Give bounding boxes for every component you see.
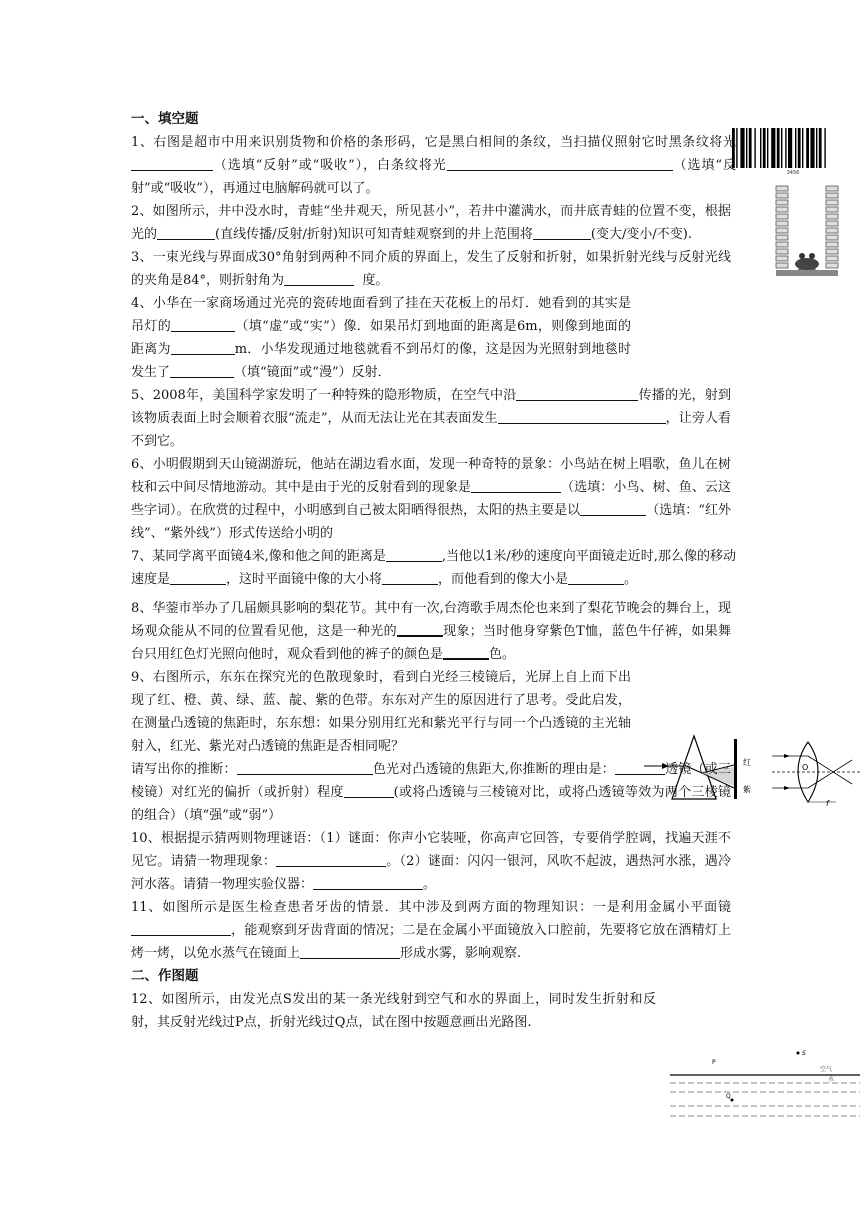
q11-blank-2[interactable]	[300, 944, 400, 959]
q4-blank-1[interactable]	[171, 317, 235, 332]
q6-blank-2[interactable]	[580, 501, 646, 516]
barcode-bar	[802, 128, 803, 168]
question-3	[131, 246, 731, 292]
diagram-water-label: 水	[828, 1076, 835, 1083]
q2-text-b: (直线传播/反射/折射)知识可知青蛙观察到的井上范围将	[215, 227, 533, 242]
q8-text-a: 8、华蓥市举办了几届颇具影响的梨花节。其中有一次,台湾歌手周杰伦也来到了梨花节晚会的舞台上，现场观众能从不同的位置看见他，这是一种光的	[131, 601, 731, 639]
q7-text-a: 7、某同学离平面镜4米,像和他之间的距离是	[131, 549, 386, 564]
q9-text-b: 请写出你的推断：	[131, 762, 237, 777]
lens-figure	[772, 740, 860, 808]
well-frog-figure	[774, 182, 840, 278]
q7-blank-3[interactable]	[382, 570, 438, 585]
question-9	[131, 666, 631, 758]
barcode-bar	[810, 128, 814, 168]
question-7	[131, 545, 736, 591]
question-8	[131, 597, 731, 666]
barcode-bar	[754, 128, 755, 168]
q4-blank-3[interactable]	[170, 363, 234, 378]
q4-text-a: 4、小华在一家商场通过光亮的瓷砖地面看到了挂在天花板上的吊灯．她看到的其实是吊灯的	[131, 296, 631, 334]
q10-text-b: 。（2）谜面：闪闪一银河，风吹不起波，遇热河水涨，遇冷河水落。请猜一物理实验仪器：	[131, 854, 731, 892]
q7-text-d: ，而他看到的像大小是	[438, 572, 569, 587]
prism-red-label: 红	[743, 758, 751, 767]
q7-blank-2[interactable]	[170, 570, 226, 585]
q1-text-a: 1、右图是超市中用来识别货物和价格的条形码，它是黑白相间的条纹，当扫描仪照射它时黑条纹将光	[131, 135, 736, 150]
barcode-figure	[730, 126, 856, 176]
q11-text-b: ，能观察到牙齿背面的情况；二是在金属小平面镜放入口腔前，先要将它放在酒精灯上烤一烤，以免水蒸气在镜面上	[131, 923, 731, 961]
barcode-bar	[746, 128, 747, 168]
question-9-answer	[131, 758, 731, 827]
section-fill-heading: 一、填空题	[131, 111, 199, 127]
q2-text-c: (变大/变小/不变).	[590, 227, 692, 242]
barcode-bar	[767, 128, 768, 168]
q11-blank-1[interactable]	[131, 921, 231, 936]
barcode-bar	[819, 128, 822, 168]
question-2	[131, 200, 731, 246]
q9-blank-3[interactable]	[344, 783, 394, 798]
prism-violet-label: 紫	[743, 785, 751, 794]
barcode-bar	[788, 128, 792, 168]
q3-blank-1[interactable]	[284, 271, 354, 286]
q1-blank-1[interactable]	[131, 156, 213, 171]
q10-text-a: 10、根据提示猜两则物理谜语：（1）谜面：你声小它装哑，你高声它回答，专要俏学腔调，找遍天涯不见它。请猜一物理现象：	[131, 831, 731, 869]
lens-o-label: O	[802, 763, 809, 772]
q8-blank-1[interactable]	[397, 621, 443, 637]
barcode-bar	[740, 128, 744, 168]
barcode-bar	[785, 128, 786, 168]
barcode-digits: 3456	[786, 170, 800, 176]
q10-blank-2[interactable]	[313, 875, 423, 890]
barcode-bar	[777, 128, 780, 168]
barcode-bar	[736, 128, 737, 168]
q5-text-c: ，让旁人看不到它。	[131, 411, 731, 449]
diagram-air-label: 空气	[820, 1066, 833, 1073]
reflection-refraction-figure	[670, 1050, 860, 1120]
barcode-bar	[781, 128, 782, 168]
question-4	[131, 292, 631, 384]
q3-text-b: 度。	[362, 273, 389, 288]
question-6	[131, 453, 731, 545]
barcode-bar	[806, 128, 809, 168]
barcode-bar	[763, 128, 766, 168]
q1-text-c: （选填“反射”或“吸收”），再通过电脑解码就可以了。	[131, 158, 736, 196]
question-5	[131, 384, 731, 453]
q8-text-c: 色。	[489, 647, 516, 662]
barcode-bar	[795, 128, 796, 168]
diagram-p-label: P	[712, 1059, 716, 1066]
well-frog-image	[774, 182, 840, 278]
question-1	[131, 131, 736, 200]
barcode-bar	[816, 128, 817, 168]
barcode-image	[730, 126, 856, 176]
q6-text-b: （选填：小鸟、树、鱼、云这些字词）。在欣赏的过程中，小明感到自己被太阳晒得很热，太阳的热主要是以	[131, 480, 731, 518]
q5-text-b: 传播的光，射到该物质表面上时会顺着衣服“流走”，从而无法让光在其表面发生	[131, 388, 731, 426]
barcode-bar	[749, 128, 752, 168]
lens-f-label: f	[826, 799, 829, 808]
q5-blank-1[interactable]	[516, 386, 638, 401]
q1-text-b: （选填“反射”或“吸收”），白条纹将光	[213, 158, 447, 173]
q8-blank-2[interactable]	[443, 644, 489, 660]
q7-blank-4[interactable]	[568, 570, 624, 585]
q8-text-b: 现象；当时他身穿紫色T恤，蓝色牛仔裤，如果舞台只用红色灯光照向他时，观众看到他的裤子的颜色是	[131, 624, 731, 662]
barcode-bar	[824, 128, 825, 168]
diagram-s-label: S	[802, 1050, 806, 1057]
q9-blank-2[interactable]	[615, 760, 665, 775]
q1-blank-2[interactable]	[447, 156, 673, 171]
q9-text-c: 色光对凸透镜的焦距大,你推断的理由是：	[372, 762, 615, 777]
question-11	[131, 896, 731, 965]
q6-text-c: （选填：“红外线”、“紫外线”）形式传送给小明的	[131, 503, 731, 541]
question-12	[131, 988, 656, 1034]
q2-blank-1[interactable]	[157, 225, 215, 240]
q2-text-a: 2、如图所示，井中没水时，青蛙“坐井观天，所见甚小”，若井中灌满水，而井底青蛙的位置不变，根据光的	[131, 204, 731, 242]
q2-blank-2[interactable]	[533, 225, 591, 240]
question-list	[131, 108, 736, 1034]
barcode-bar	[798, 128, 801, 168]
q7-text-c: ，这时平面镜中像的大小将	[226, 572, 383, 587]
q9-blank-1[interactable]	[237, 760, 373, 775]
q11-text-a: 11、如图所示是医生检查患者牙齿的情景．其中涉及到两方面的物理知识：一是利用金属小平面镜	[131, 900, 731, 915]
q12-text-a: 12、如图所示，由发光点S发出的某一条光线射到空气和水的界面上，同时发生折射和反射，其反射光线过P点，折射光线过Q点，试在图中按题意画出光路图.	[131, 992, 656, 1030]
barcode-bar	[771, 128, 775, 168]
q9-text-e: (或将凸透镜与三棱镜对比，或将凸透镜等效为两个三棱镜的组合）（填“强”或“弱”）	[131, 785, 731, 823]
q10-text-c: 。	[423, 877, 437, 892]
light-path-diagram	[670, 1050, 860, 1120]
q4-text-b: （填“虚”或“实”）像．如果吊灯到地面的距离是6m，则像到地面的距离为	[131, 319, 631, 357]
q5-text-a: 5、2008年，美国科学家发明了一种特殊的隐形物质，在空气中沿	[131, 388, 517, 403]
q7-text-e: 。	[624, 572, 638, 587]
q4-text-c: m．小华发现通过地毯就看不到吊灯的像，这是因为光照射到地毯时发生了	[131, 342, 631, 380]
section-draw-heading: 二、作图题	[131, 968, 199, 984]
q9-text-d: 透镜（或三棱镜）对红光的偏折（或折射）程度	[131, 762, 731, 800]
q4-text-d: （填“镜面”或“漫”）反射．	[234, 365, 391, 380]
barcode-bar	[760, 128, 761, 168]
q4-blank-2[interactable]	[171, 340, 235, 355]
lens-image	[772, 740, 860, 808]
q5-blank-2[interactable]	[498, 409, 666, 424]
q11-text-c: 形成水雾，影响观察.	[400, 946, 522, 961]
q7-blank-1[interactable]	[386, 547, 442, 562]
diagram-q-label: Q	[726, 1093, 731, 1100]
q6-text-a: 6、小明假期到天山镜湖游玩，他站在湖边看水面，发现一种奇特的景象：小鸟站在树上唱歌，鱼儿在树枝和云中间尽情地游动。其中是由于光的反射看到的现象是	[131, 457, 731, 495]
q9-text-a: 9、右图所示，东东在探究光的色散现象时，看到白光经三棱镜后，光屏上自上而下出现了红、橙、黄、绿、蓝、靛、紫的色带。东东对产生的原因进行了思考。受此启发，在测量凸透镜的焦距时，东东想：如果分别用红光和紫光平行与同一个凸透镜的主光轴射入，红光、紫光对凸透镜的焦距是否相同呢？	[131, 670, 631, 754]
q3-text-a: 3、一束光线与界面成30°角射到两种不同介质的界面上，发生了反射和折射，如果折射光线与反射光线的夹角是84°，则折射角为	[131, 250, 731, 288]
question-10	[131, 827, 731, 896]
q6-blank-1[interactable]	[471, 478, 561, 493]
q10-blank-1[interactable]	[276, 852, 386, 867]
q7-text-b: ,当他以1米/秒的速度向平面镜走近时,那么像的移动速度是	[131, 549, 736, 587]
